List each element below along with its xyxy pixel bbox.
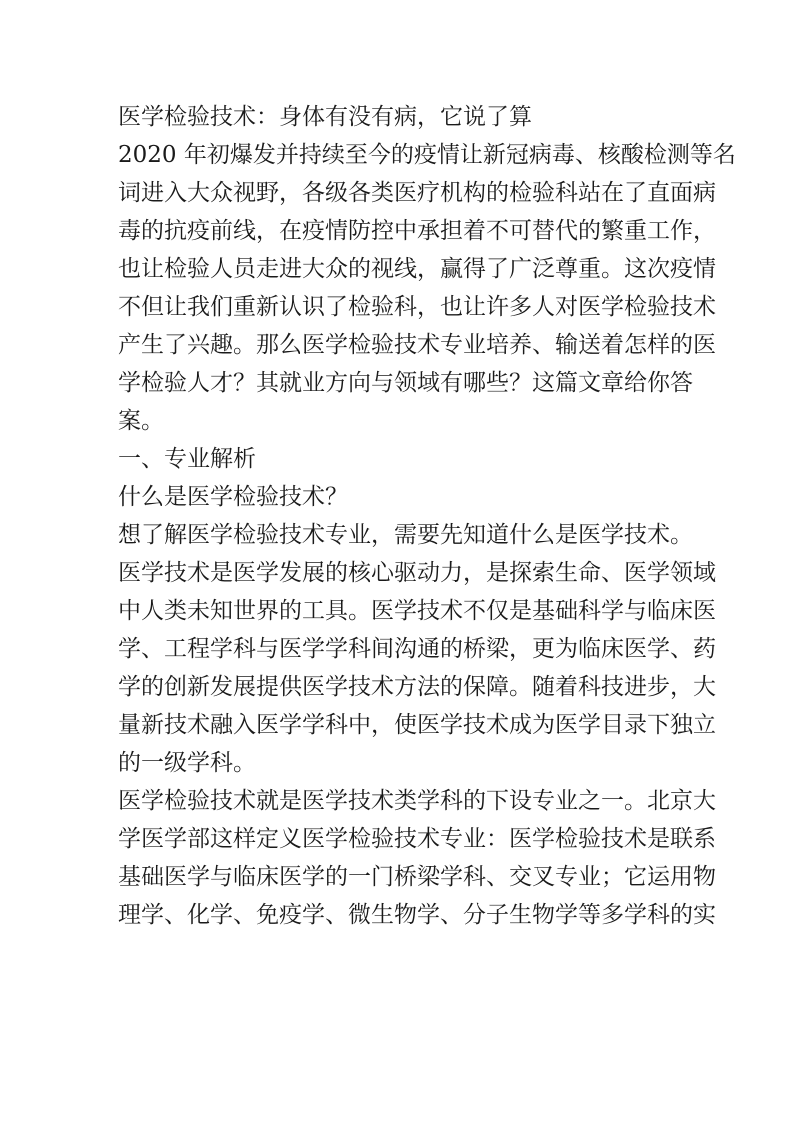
subheading-question bbox=[118, 478, 678, 516]
text-line: 量新技术融入医学学科中，使医学技术成为医学目录下独立 bbox=[118, 712, 716, 738]
text-line: 的一级学科。 bbox=[118, 750, 256, 776]
text-line: 学检验人才？其就业方向与领域有哪些？这篇文章给你答 bbox=[118, 370, 693, 396]
text-line: 产生了兴趣。那么医学检验技术专业培养、输送着怎样的医 bbox=[118, 332, 716, 358]
document-page bbox=[118, 98, 736, 934]
paragraph-lab-technology bbox=[118, 782, 716, 934]
text-line: 毒的抗疫前线，在疫情防控中承担着不可替代的繁重工作， bbox=[118, 218, 716, 244]
paragraph-medical-technology bbox=[118, 554, 716, 782]
text-line: 学、工程学科与医学学科间沟通的桥梁，更为临床医学、药 bbox=[118, 636, 716, 662]
text-line: 想了解医学检验技术专业，需要先知道什么是医学技术。 bbox=[118, 522, 693, 548]
paragraph-intro bbox=[118, 136, 736, 440]
text-line: 也让检验人员走进大众的视线，赢得了广泛尊重。这次疫情 bbox=[118, 256, 716, 282]
text-line: 中人类未知世界的工具。医学技术不仅是基础科学与临床医 bbox=[118, 598, 716, 624]
text-line: 词进入大众视野，各级各类医疗机构的检验科站在了直面病 bbox=[118, 180, 716, 206]
section-heading bbox=[118, 440, 678, 478]
text-line: 医学检验技术就是医学技术类学科的下设专业之一。北京大 bbox=[118, 788, 716, 814]
text-line: 案。 bbox=[118, 408, 164, 434]
text-line: 基础医学与临床医学的一门桥梁学科、交叉专业；它运用物 bbox=[118, 864, 716, 890]
text-line: 一、专业解析 bbox=[118, 446, 256, 472]
text-line: 2020 年初爆发并持续至今的疫情让新冠病毒、核酸检测等名 bbox=[118, 142, 736, 168]
text-line: 医学检验技术：身体有没有病，它说了算 bbox=[118, 104, 532, 130]
text-line: 医学技术是医学发展的核心驱动力，是探索生命、医学领域 bbox=[118, 560, 716, 586]
paragraph-lead bbox=[118, 516, 693, 554]
text-line: 什么是医学检验技术？ bbox=[118, 484, 348, 510]
text-line: 学医学部这样定义医学检验技术专业：医学检验技术是联系 bbox=[118, 826, 716, 852]
text-line: 理学、化学、免疫学、微生物学、分子生物学等多学科的实 bbox=[118, 902, 716, 928]
text-line: 不但让我们重新认识了检验科，也让许多人对医学检验技术 bbox=[118, 294, 716, 320]
text-line: 学的创新发展提供医学技术方法的保障。随着科技进步，大 bbox=[118, 674, 716, 700]
document-title bbox=[118, 98, 678, 136]
